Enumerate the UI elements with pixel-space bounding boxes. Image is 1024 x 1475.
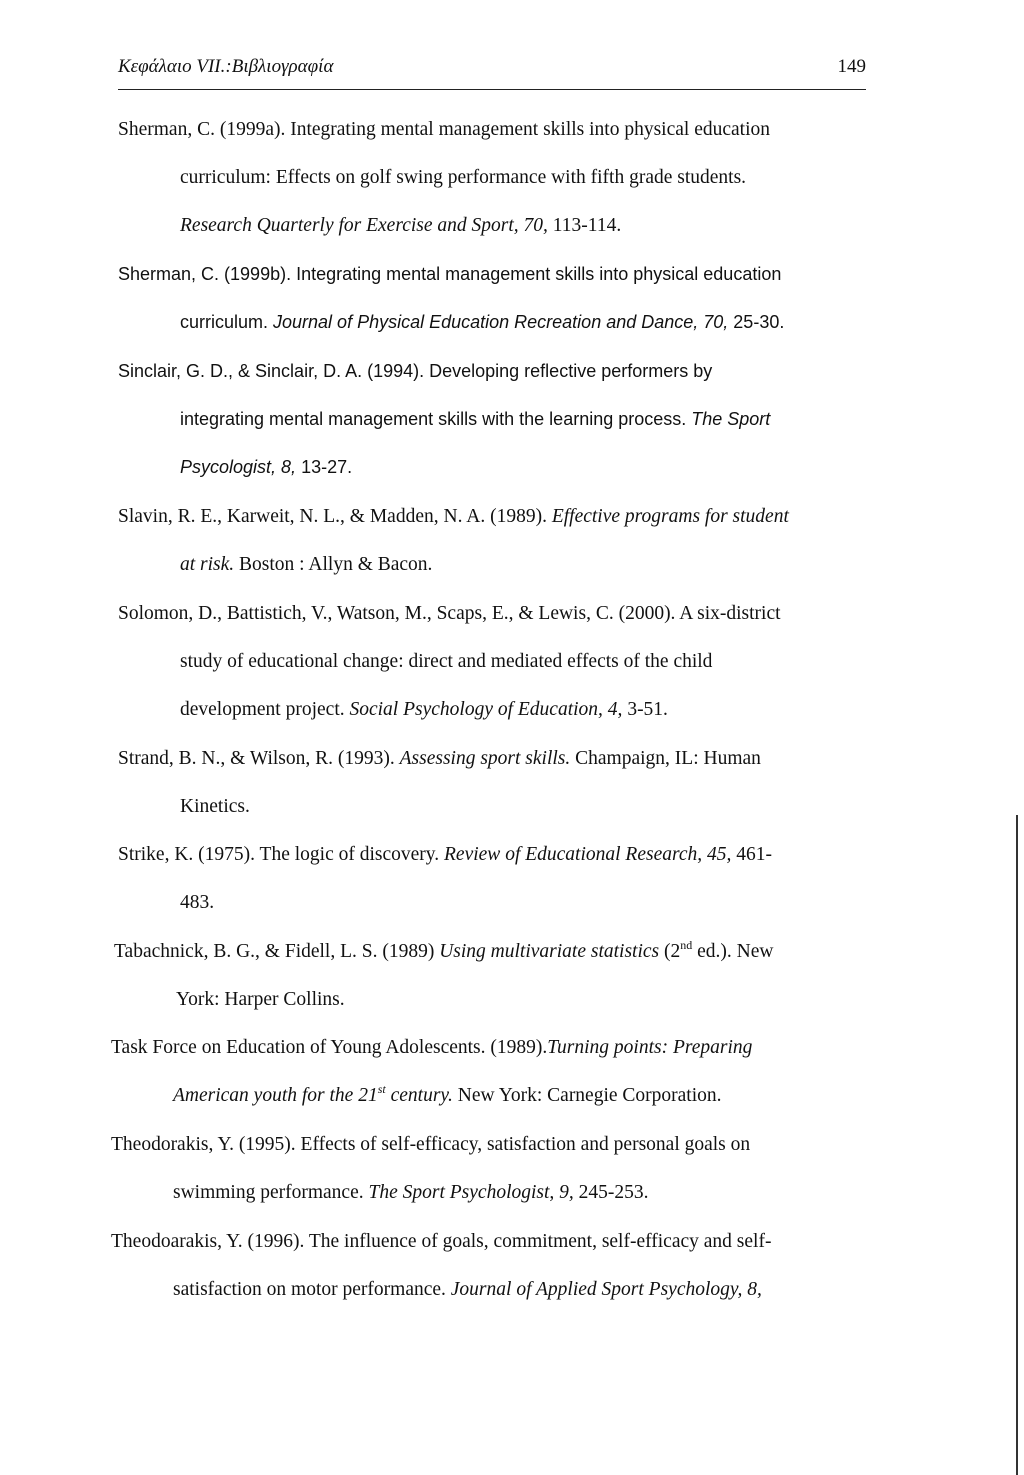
reference-italic-text: Journal of Physical Education Recreation and Dance, 70,: [273, 312, 729, 332]
reference-line: [180, 797, 250, 817]
reference-text: Sherman, C. (1999b). Integrating mental management skills into physical education: [118, 264, 782, 284]
reference-text: Champaign, IL: Human: [570, 748, 761, 769]
reference-line: [180, 168, 746, 188]
reference-italic-text: Assessing sport skills.: [399, 748, 571, 769]
reference-line: [111, 1232, 771, 1252]
reference-text: Sherman, C. (1999a). Integrating mental management skills into physical education: [118, 119, 771, 140]
reference-line: [180, 555, 432, 575]
reference-text: 483.: [180, 892, 215, 913]
reference-text: Boston : Allyn & Bacon.: [234, 554, 433, 575]
reference-line: [180, 216, 621, 236]
reference-line: [180, 458, 352, 476]
reference-text: Strike, K. (1975). The logic of discovery.: [118, 844, 445, 865]
reference-line: [180, 652, 712, 672]
reference-text: Task Force on Education of Young Adolescents. (1989).: [111, 1037, 548, 1058]
reference-text: New York: Carnegie Corporation.: [452, 1085, 722, 1106]
reference-text: 113-114.: [547, 215, 622, 236]
reference-italic-text: Journal of Applied Sport Psychology, 8,: [450, 1279, 762, 1300]
reference-text: Kinetics.: [180, 796, 250, 817]
reference-line: [176, 990, 345, 1010]
reference-text: curriculum: Effects on golf swing performance with fifth grade students.: [180, 167, 747, 188]
reference-text: Solomon, D., Battistich, V., Watson, M., Scaps, E., & Lewis, C. (2000). A six-district: [118, 603, 781, 624]
reference-line: [173, 1280, 762, 1300]
reference-italic-text: The Sport Psychologist, 9,: [368, 1182, 574, 1203]
reference-text: Sinclair, G. D., & Sinclair, D. A. (1994). Developing reflective performers by: [118, 361, 713, 381]
reference-text: Theodorakis, Y. (1995). Effects of self-efficacy, satisfaction and personal goals on: [111, 1134, 751, 1155]
reference-text: ed.). New: [692, 941, 774, 962]
reference-text: 245-253.: [573, 1182, 649, 1203]
reference-line: [173, 1183, 649, 1203]
reference-line: [114, 938, 774, 962]
reference-line: [180, 700, 668, 720]
reference-text: Tabachnick, B. G., & Fidell, L. S. (1989): [114, 941, 440, 962]
reference-text: Slavin, R. E., Karweit, N. L., & Madden, N. A. (1989).: [118, 506, 552, 527]
reference-text: satisfaction on motor performance.: [173, 1279, 451, 1300]
reference-line: [111, 1038, 752, 1058]
reference-line: [118, 604, 781, 624]
reference-line: [180, 410, 770, 428]
scan-edge-line: [1016, 815, 1018, 1475]
reference-text: curriculum.: [180, 312, 274, 332]
reference-line: [118, 507, 789, 527]
reference-italic-text: Using multivariate statistics: [439, 941, 660, 962]
chapter-title: Κεφάλαιο VII.:Βιβλιογραφία: [118, 56, 334, 77]
reference-line: [118, 845, 772, 865]
reference-text: nd: [680, 938, 693, 952]
reference-text: York: Harper Collins.: [176, 989, 345, 1010]
reference-text: 3-51.: [622, 699, 668, 720]
header-rule: [118, 89, 866, 90]
reference-text: 13-27.: [296, 457, 353, 477]
reference-text: 461-: [731, 844, 773, 865]
reference-italic-text: Social Psychology of Education, 4,: [349, 699, 623, 720]
reference-line: [118, 265, 781, 283]
reference-italic-text: American youth for the 21: [173, 1085, 378, 1106]
reference-text: 25-30.: [728, 312, 785, 332]
reference-italic-text: st: [377, 1082, 386, 1096]
reference-italic-text: Review of Educational Research, 45,: [444, 844, 732, 865]
reference-text: Strand, B. N., & Wilson, R. (1993).: [118, 748, 400, 769]
reference-italic-text: Effective programs for student: [551, 506, 789, 527]
reference-text: Theodoarakis, Y. (1996). The influence of goals, commitment, self-efficacy and self-: [111, 1231, 772, 1252]
reference-line: [111, 1135, 750, 1155]
reference-line: [180, 893, 214, 913]
reference-italic-text: Psycologist, 8,: [180, 457, 297, 477]
reference-italic-text: Research Quarterly for Exercise and Sport, 70,: [180, 215, 548, 236]
reference-italic-text: The Sport: [691, 409, 771, 429]
reference-line: [118, 749, 761, 769]
reference-text: development project.: [180, 699, 350, 720]
reference-text: swimming performance.: [173, 1182, 369, 1203]
page-number: 149: [837, 56, 866, 77]
reference-line: [118, 120, 770, 140]
reference-line: [173, 1082, 722, 1106]
reference-text: study of educational change: direct and mediated effects of the child: [180, 651, 713, 672]
page-header: [118, 56, 866, 88]
reference-line: [118, 362, 712, 380]
reference-text: (2: [659, 941, 681, 962]
reference-italic-text: century.: [385, 1085, 453, 1106]
reference-text: integrating mental management skills with the learning process.: [180, 409, 692, 429]
reference-italic-text: at risk.: [180, 554, 235, 575]
reference-italic-text: Turning points: Preparing: [547, 1037, 753, 1058]
reference-line: [180, 313, 784, 331]
